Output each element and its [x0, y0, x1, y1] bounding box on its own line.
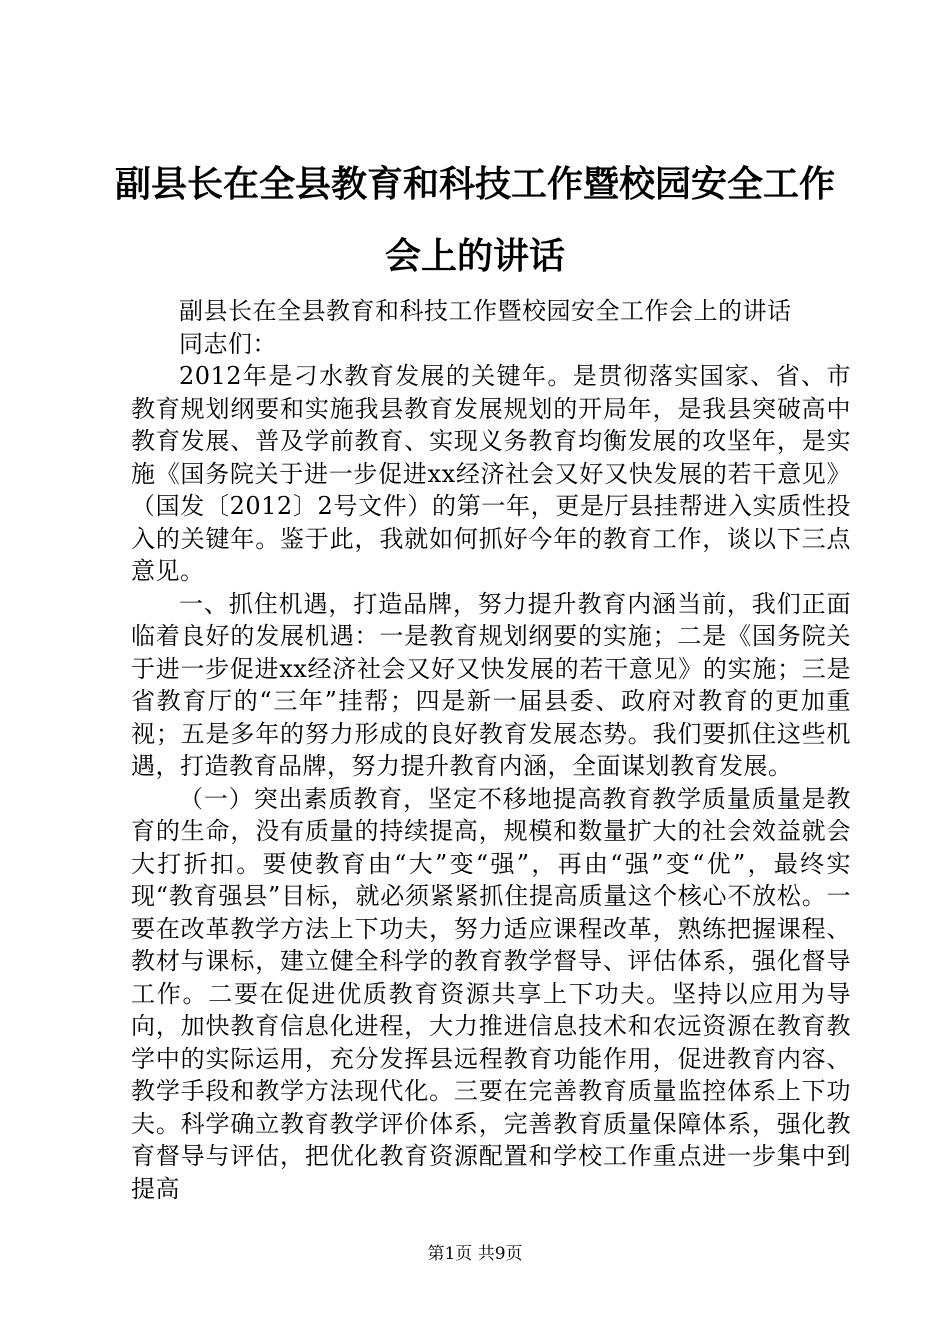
page-number-footer: 第1页 共9页 [427, 1244, 523, 1264]
document-title-line-1: 副县长在全县教育和科技工作暨校园安全工作 [114, 163, 835, 205]
body-paragraph-3: （一）突出素质教育，坚定不移地提高教育教学质量质量是教育的生命，没有质量的持续提高，规模和数量扩大的社会效益就会大打折扣。要使教育由“大”变“强”，再由“强”变“优”，最终实现“教育强县”目标，就必须紧紧抓住提高质量这个核心不放松。一要在改革教学方法上下功夫，努力适应课程改革，熟练把握课程、教材与课标，建立健全科学的教育教学督导、评估体系，强化督导工作。二要在促进优质教育资源共享上下功夫。坚持以应用为导向，加快教育信息化进程，大力推进信息技术和农远资源在教育教学中的实际运用，充分发挥县远程教育功能作用，促进教育内容、教学手段和教学方法现代化。三要在完善教育质量监控体系上下功夫。科学确立教育教学评价体系，完善教育质量保障体系，强化教育督导与评估，把优化教育资源配置和学校工作重点进一步集中到提高 [131, 784, 851, 1203]
salutation: 同志们： [179, 329, 277, 358]
document-title-line-2: 会上的讲话 [384, 235, 565, 277]
document-body [131, 295, 851, 1205]
body-paragraph-1: 2012年是刁水教育发展的关键年。是贯彻落实国家、省、市教育规划纲要和实施我县教育发展规划的开局年，是我县突破高中教育发展、普及学前教育、实现义务教育均衡发展的攻坚年，是实施《国务院关于进一步促进xx经济社会又好又快发展的若干意见》（国发〔2012〕2号文件）的第一年，更是厅县挂帮进入实质性投入的关键年。鉴于此，我就如何抓好今年的教育工作，谈以下三点意见。 [131, 362, 851, 585]
document-subtitle: 副县长在全县教育和科技工作暨校园安全工作会上的讲话 [179, 297, 792, 325]
body-paragraph-2: 一、抓住机遇，打造品牌，努力提升教育内涵当前，我们正面临着良好的发展机遇：一是教育规划纲要的实施；二是《国务院关于进一步促进xx经济社会又好又快发展的若干意见》的实施；三是省教育厅的“三年”挂帮；四是新一届县委、政府对教育的更加重视；五是多年的努力形成的良好教育发展态势。我们要抓住这些机遇，打造教育品牌，努力提升教育内涵，全面谋划教育发展。 [131, 589, 851, 780]
